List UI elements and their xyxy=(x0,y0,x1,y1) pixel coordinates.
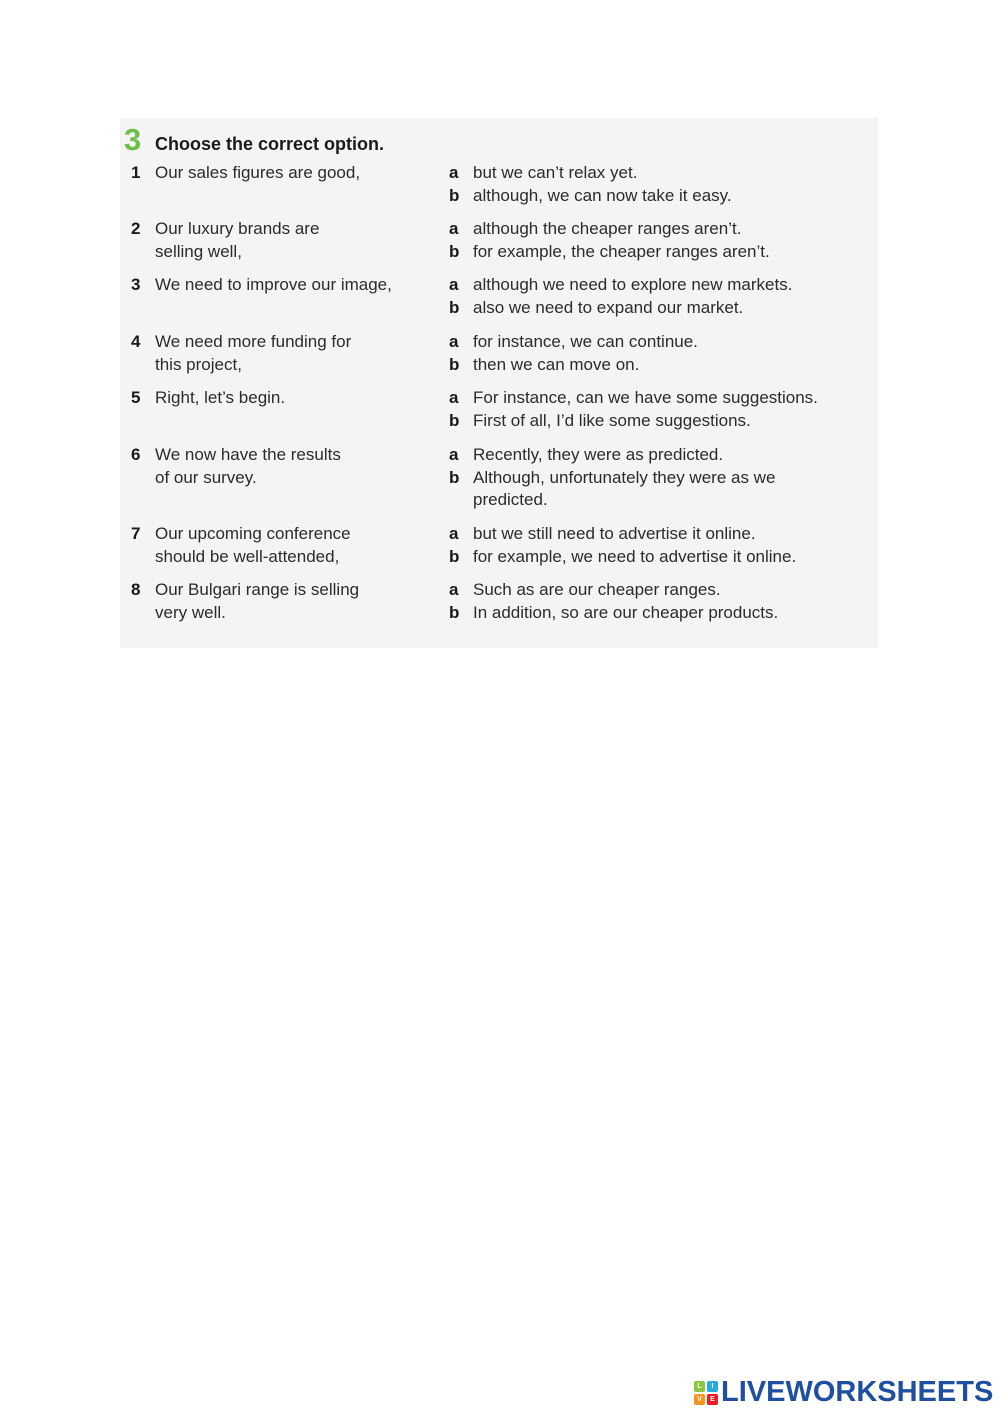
option-a[interactable] xyxy=(449,523,869,546)
question-prompt xyxy=(155,218,425,263)
option-letter-b: b xyxy=(449,546,460,566)
option-b[interactable] xyxy=(449,241,869,264)
question-number: 8 xyxy=(131,580,141,599)
option-b[interactable] xyxy=(449,602,869,625)
option-letter-b: b xyxy=(449,410,460,430)
option-b-text: also we need to expand our market. xyxy=(473,297,744,317)
option-a[interactable] xyxy=(449,218,869,241)
option-letter-b: b xyxy=(449,297,460,317)
question-number: 4 xyxy=(131,332,141,351)
option-b[interactable] xyxy=(449,297,869,320)
option-letter-b: b xyxy=(449,467,460,487)
option-a-text: although the cheaper ranges aren’t. xyxy=(473,219,742,238)
exercise-title: Choose the correct option. xyxy=(155,134,385,154)
option-letter-b: b xyxy=(449,241,460,261)
option-b-text: Although, unfortunately they were as we predicted. xyxy=(473,467,776,509)
question-number: 3 xyxy=(131,275,141,294)
option-letter-a: a xyxy=(449,445,459,464)
option-letter-b: b xyxy=(449,354,460,374)
prompt-line: We now have the results xyxy=(155,445,341,464)
option-b[interactable] xyxy=(449,467,789,512)
option-a-text: but we still need to advertise it online. xyxy=(473,524,756,543)
question-number: 1 xyxy=(131,163,141,182)
prompt-line: We need to improve our image, xyxy=(155,275,392,294)
option-letter-a: a xyxy=(449,388,459,407)
option-letter-b: b xyxy=(449,185,460,205)
question-number: 2 xyxy=(131,219,141,238)
option-b[interactable] xyxy=(449,354,869,377)
prompt-line: of our survey. xyxy=(155,467,257,487)
question-prompt xyxy=(155,162,425,185)
option-letter-a: a xyxy=(449,524,459,543)
logo-grid-icon xyxy=(694,1381,718,1405)
option-letter-b: b xyxy=(449,602,460,622)
prompt-line: We need more funding for xyxy=(155,332,352,351)
prompt-line: Our Bulgari range is selling xyxy=(155,580,360,599)
option-b-text: for example, we need to advertise it online. xyxy=(473,546,797,566)
option-letter-a: a xyxy=(449,163,459,182)
logo-cell: L xyxy=(694,1381,705,1392)
option-a[interactable] xyxy=(449,331,869,354)
question-number: 7 xyxy=(131,524,141,543)
option-b[interactable] xyxy=(449,185,869,208)
option-letter-a: a xyxy=(449,580,459,599)
option-a-text: for instance, we can continue. xyxy=(473,332,698,351)
option-b[interactable] xyxy=(449,546,869,569)
question-prompt xyxy=(155,331,425,376)
option-a-text: although we need to explore new markets. xyxy=(473,275,793,294)
liveworksheets-logo[interactable] xyxy=(694,1376,993,1409)
prompt-line: Right, let’s begin. xyxy=(155,388,286,407)
logo-cell: I xyxy=(707,1381,718,1392)
question-prompt xyxy=(155,444,425,489)
option-a[interactable] xyxy=(449,274,869,297)
option-a[interactable] xyxy=(449,387,869,410)
question-prompt xyxy=(155,274,425,297)
question-number: 5 xyxy=(131,388,141,407)
option-b[interactable] xyxy=(449,410,869,433)
option-a[interactable] xyxy=(449,579,869,602)
option-a-text: Recently, they were as predicted. xyxy=(473,445,724,464)
prompt-line: this project, xyxy=(155,354,242,374)
option-a-text: Such as are our cheaper ranges. xyxy=(473,580,721,599)
option-b-text: for example, the cheaper ranges aren’t. xyxy=(473,241,770,261)
question-prompt xyxy=(155,523,425,568)
prompt-line: Our luxury brands are xyxy=(155,219,320,238)
option-b-text: although, we can now take it easy. xyxy=(473,185,732,205)
question-prompt xyxy=(155,387,425,410)
brand-name: LIVEWORKSHEETS xyxy=(721,1376,994,1408)
option-letter-a: a xyxy=(449,275,459,294)
logo-cell: E xyxy=(707,1394,718,1405)
prompt-line: Our upcoming conference xyxy=(155,524,351,543)
question-prompt xyxy=(155,579,425,624)
exercise-number: 3 xyxy=(124,122,142,157)
exercise-heading xyxy=(124,122,384,158)
option-a[interactable] xyxy=(449,162,869,185)
option-a-text: For instance, can we have some suggestions. xyxy=(473,388,818,407)
prompt-line: should be well-attended, xyxy=(155,546,340,566)
prompt-line: very well. xyxy=(155,602,226,622)
option-letter-a: a xyxy=(449,219,459,238)
option-a-text: but we can’t relax yet. xyxy=(473,163,638,182)
option-a[interactable] xyxy=(449,444,869,467)
logo-cell: V xyxy=(694,1394,705,1405)
prompt-line: Our sales figures are good, xyxy=(155,163,361,182)
prompt-line: selling well, xyxy=(155,241,242,261)
question-number: 6 xyxy=(131,445,141,464)
option-b-text: First of all, I’d like some suggestions. xyxy=(473,410,751,430)
option-b-text: then we can move on. xyxy=(473,354,640,374)
option-letter-a: a xyxy=(449,332,459,351)
option-b-text: In addition, so are our cheaper products. xyxy=(473,602,779,622)
